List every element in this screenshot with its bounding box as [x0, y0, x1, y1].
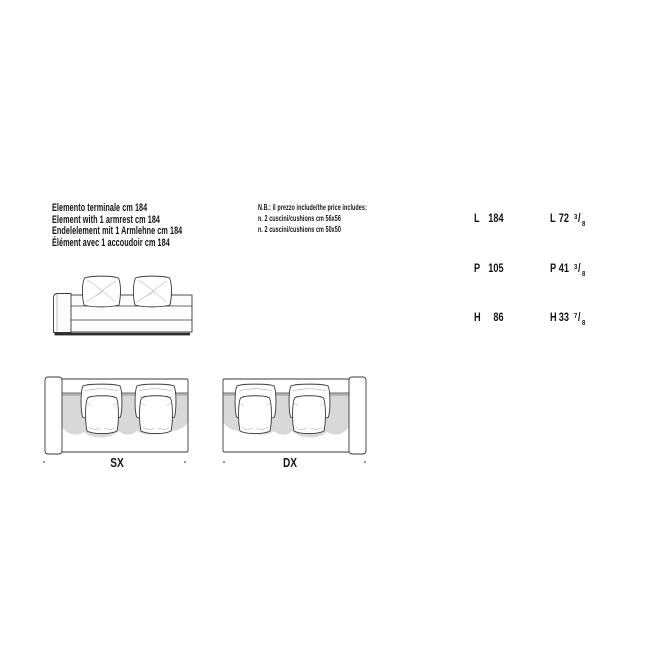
price-note — [258, 202, 428, 235]
metric-label: P — [474, 263, 481, 275]
fraction-slash: / — [578, 263, 581, 275]
fraction-denominator: 8 — [582, 317, 586, 327]
description-line-fr: Élément avec 1 accoudoir cm 184 — [52, 237, 170, 250]
fraction-numerator: 3 — [574, 262, 578, 271]
sofa-plan-sx — [40, 372, 200, 464]
fraction-slash: / — [578, 213, 581, 225]
imperial-value: 33 — [558, 312, 570, 324]
fraction-numerator: 7 — [574, 311, 578, 320]
description-line-en: Element with 1 armrest cm 184 — [52, 213, 161, 226]
seat-cushion — [140, 396, 173, 434]
seat-cushion — [293, 396, 326, 434]
dimension-row-height — [474, 312, 650, 325]
tick-dot — [184, 461, 186, 463]
metric-label: H — [474, 312, 481, 324]
pillow — [133, 276, 171, 307]
fraction-slash: / — [578, 312, 581, 324]
plan-label-sx: SX — [110, 455, 124, 470]
armrest — [45, 377, 62, 454]
imperial-label: P — [550, 263, 557, 275]
metric-label: L — [474, 213, 480, 225]
seat-cushion — [86, 396, 119, 434]
armrest — [349, 377, 366, 454]
dimension-row-length — [474, 213, 650, 226]
tick-dot — [364, 461, 366, 463]
product-description — [52, 203, 249, 250]
tick-dot — [43, 461, 45, 463]
armrest — [54, 294, 72, 333]
description-line-it: Elemento terminale cm 184 — [52, 202, 148, 214]
note-line-cushions-56: n. 2 cuscini/cushions cm 56x56 — [258, 213, 341, 223]
imperial-value: 41 — [558, 263, 570, 275]
note-line-cushions-50: n. 2 cuscini/cushions cm 50x50 — [258, 224, 341, 234]
imperial-value: 72 — [558, 213, 570, 225]
plan-label-dx: DX — [282, 455, 298, 470]
pillow — [82, 276, 120, 307]
fraction-denominator: 8 — [582, 268, 586, 278]
fraction-numerator: 3 — [574, 212, 578, 221]
imperial-label: L — [550, 213, 556, 225]
plan-drawing — [45, 377, 188, 454]
sofa-plan-dx — [211, 372, 371, 464]
base-shadow — [55, 333, 191, 336]
metric-value: 86 — [493, 312, 504, 324]
imperial-label: H — [550, 312, 557, 324]
note-line-header: N.B.: il prezzo include/the price includes: — [258, 202, 367, 212]
dimension-row-depth — [474, 263, 650, 276]
metric-value: 184 — [488, 213, 504, 225]
sofa-front-elevation — [50, 272, 195, 340]
metric-value: 105 — [488, 263, 504, 275]
plan-drawing — [223, 377, 366, 454]
fraction-denominator: 8 — [582, 218, 586, 228]
seat-cushion — [239, 396, 272, 434]
description-line-de: Endelelement mit 1 Armlehne cm 184 — [52, 225, 183, 238]
tick-dot — [223, 461, 225, 463]
